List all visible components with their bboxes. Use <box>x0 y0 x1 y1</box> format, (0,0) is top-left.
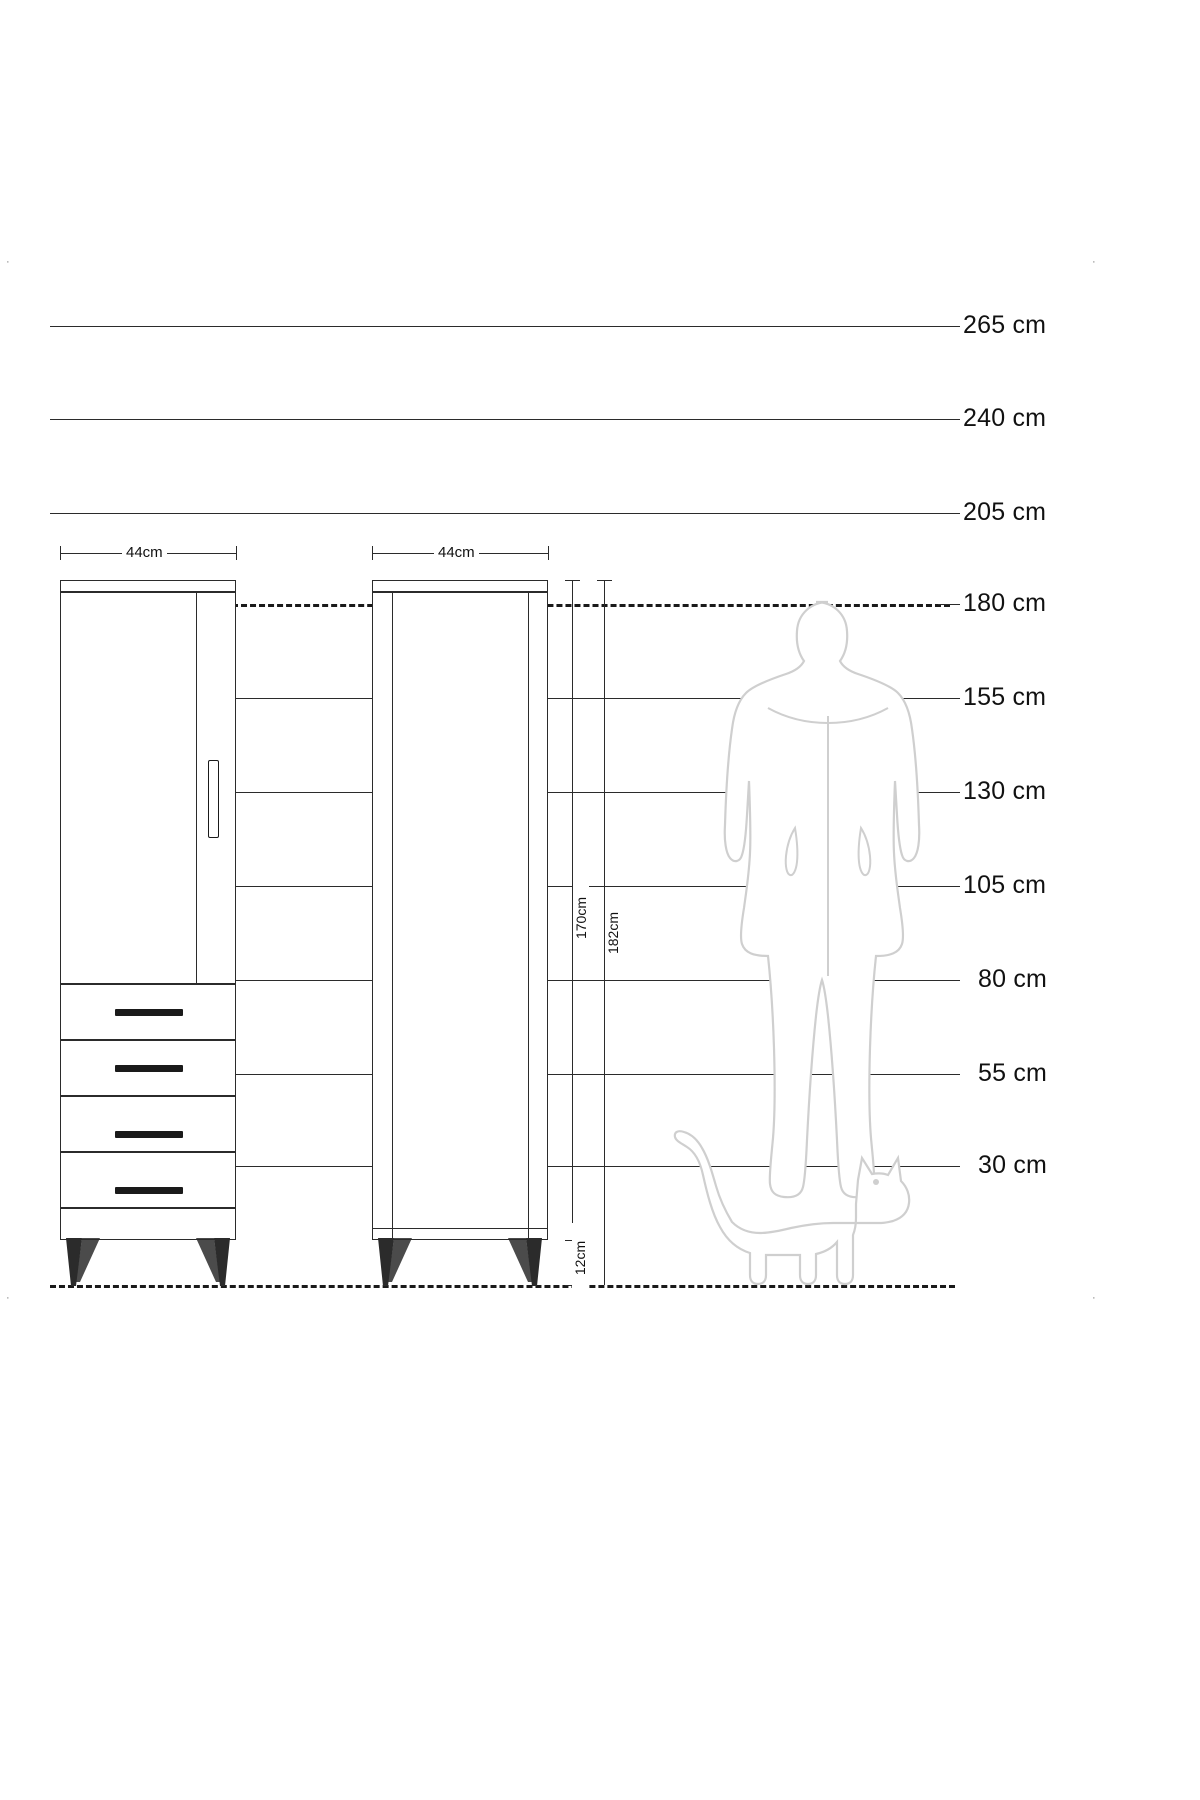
scale-label-180: 180 cm <box>963 589 1047 617</box>
left-cabinet-drawer-4[interactable] <box>60 1152 236 1208</box>
scale-line-205 <box>50 513 950 514</box>
corner-mark-bottom-right: · <box>1092 1292 1096 1304</box>
scale-line-265 <box>50 326 950 327</box>
width-dim-cap-left-2 <box>236 546 237 560</box>
left-cabinet-legs <box>58 1238 240 1288</box>
scale-label-265: 265 cm <box>963 311 1047 339</box>
scale-tick-205 <box>938 513 960 514</box>
scale-label-240: 240 cm <box>963 404 1047 432</box>
left-cabinet-drawer-3[interactable] <box>60 1096 236 1152</box>
scale-line-240 <box>50 419 950 420</box>
height-dim-label-182: 182cm <box>605 893 621 973</box>
right-cabinet-top-cap <box>372 580 548 592</box>
left-cabinet-top-cap <box>60 580 236 592</box>
corner-mark-top-left: · <box>6 256 10 268</box>
right-cabinet-door-edge-right <box>528 592 529 1240</box>
height-dim-cap-182-top <box>597 580 612 581</box>
drawer-1-handle[interactable] <box>115 1009 183 1016</box>
scale-label-130: 130 cm <box>963 777 1047 805</box>
scale-label-55: 55 cm <box>978 1059 1048 1087</box>
scale-label-80: 80 cm <box>978 965 1048 993</box>
width-dim-label-left: 44cm <box>122 544 167 561</box>
width-dim-cap-left-1 <box>60 546 61 560</box>
scale-label-205: 205 cm <box>963 498 1047 526</box>
height-dim-cap-170-top <box>565 580 580 581</box>
scale-tick-240 <box>938 419 960 420</box>
corner-mark-bottom-left: · <box>6 1292 10 1304</box>
left-cabinet-door-edge <box>196 592 197 984</box>
right-cabinet-door[interactable] <box>372 592 548 1240</box>
left-cabinet-base <box>60 1208 236 1240</box>
left-cabinet-door-handle[interactable] <box>208 760 219 838</box>
scale-label-30: 30 cm <box>978 1151 1048 1179</box>
corner-mark-top-right: · <box>1092 256 1096 268</box>
scale-label-155: 155 cm <box>963 683 1047 711</box>
scale-label-105: 105 cm <box>963 871 1047 899</box>
width-dim-cap-right-1 <box>372 546 373 560</box>
drawer-4-handle[interactable] <box>115 1187 183 1194</box>
scale-tick-265 <box>938 326 960 327</box>
width-dim-cap-right-2 <box>548 546 549 560</box>
drawer-3-handle[interactable] <box>115 1131 183 1138</box>
width-dim-label-right: 44cm <box>434 544 479 561</box>
height-dim-label-12: 12cm <box>572 1223 588 1293</box>
right-cabinet-base-line <box>372 1228 548 1229</box>
right-cabinet-legs <box>370 1238 552 1288</box>
cat-silhouette <box>672 1122 912 1290</box>
right-cabinet-door-edge-left <box>392 592 393 1240</box>
height-dim-label-170: 170cm <box>573 878 589 958</box>
drawer-2-handle[interactable] <box>115 1065 183 1072</box>
